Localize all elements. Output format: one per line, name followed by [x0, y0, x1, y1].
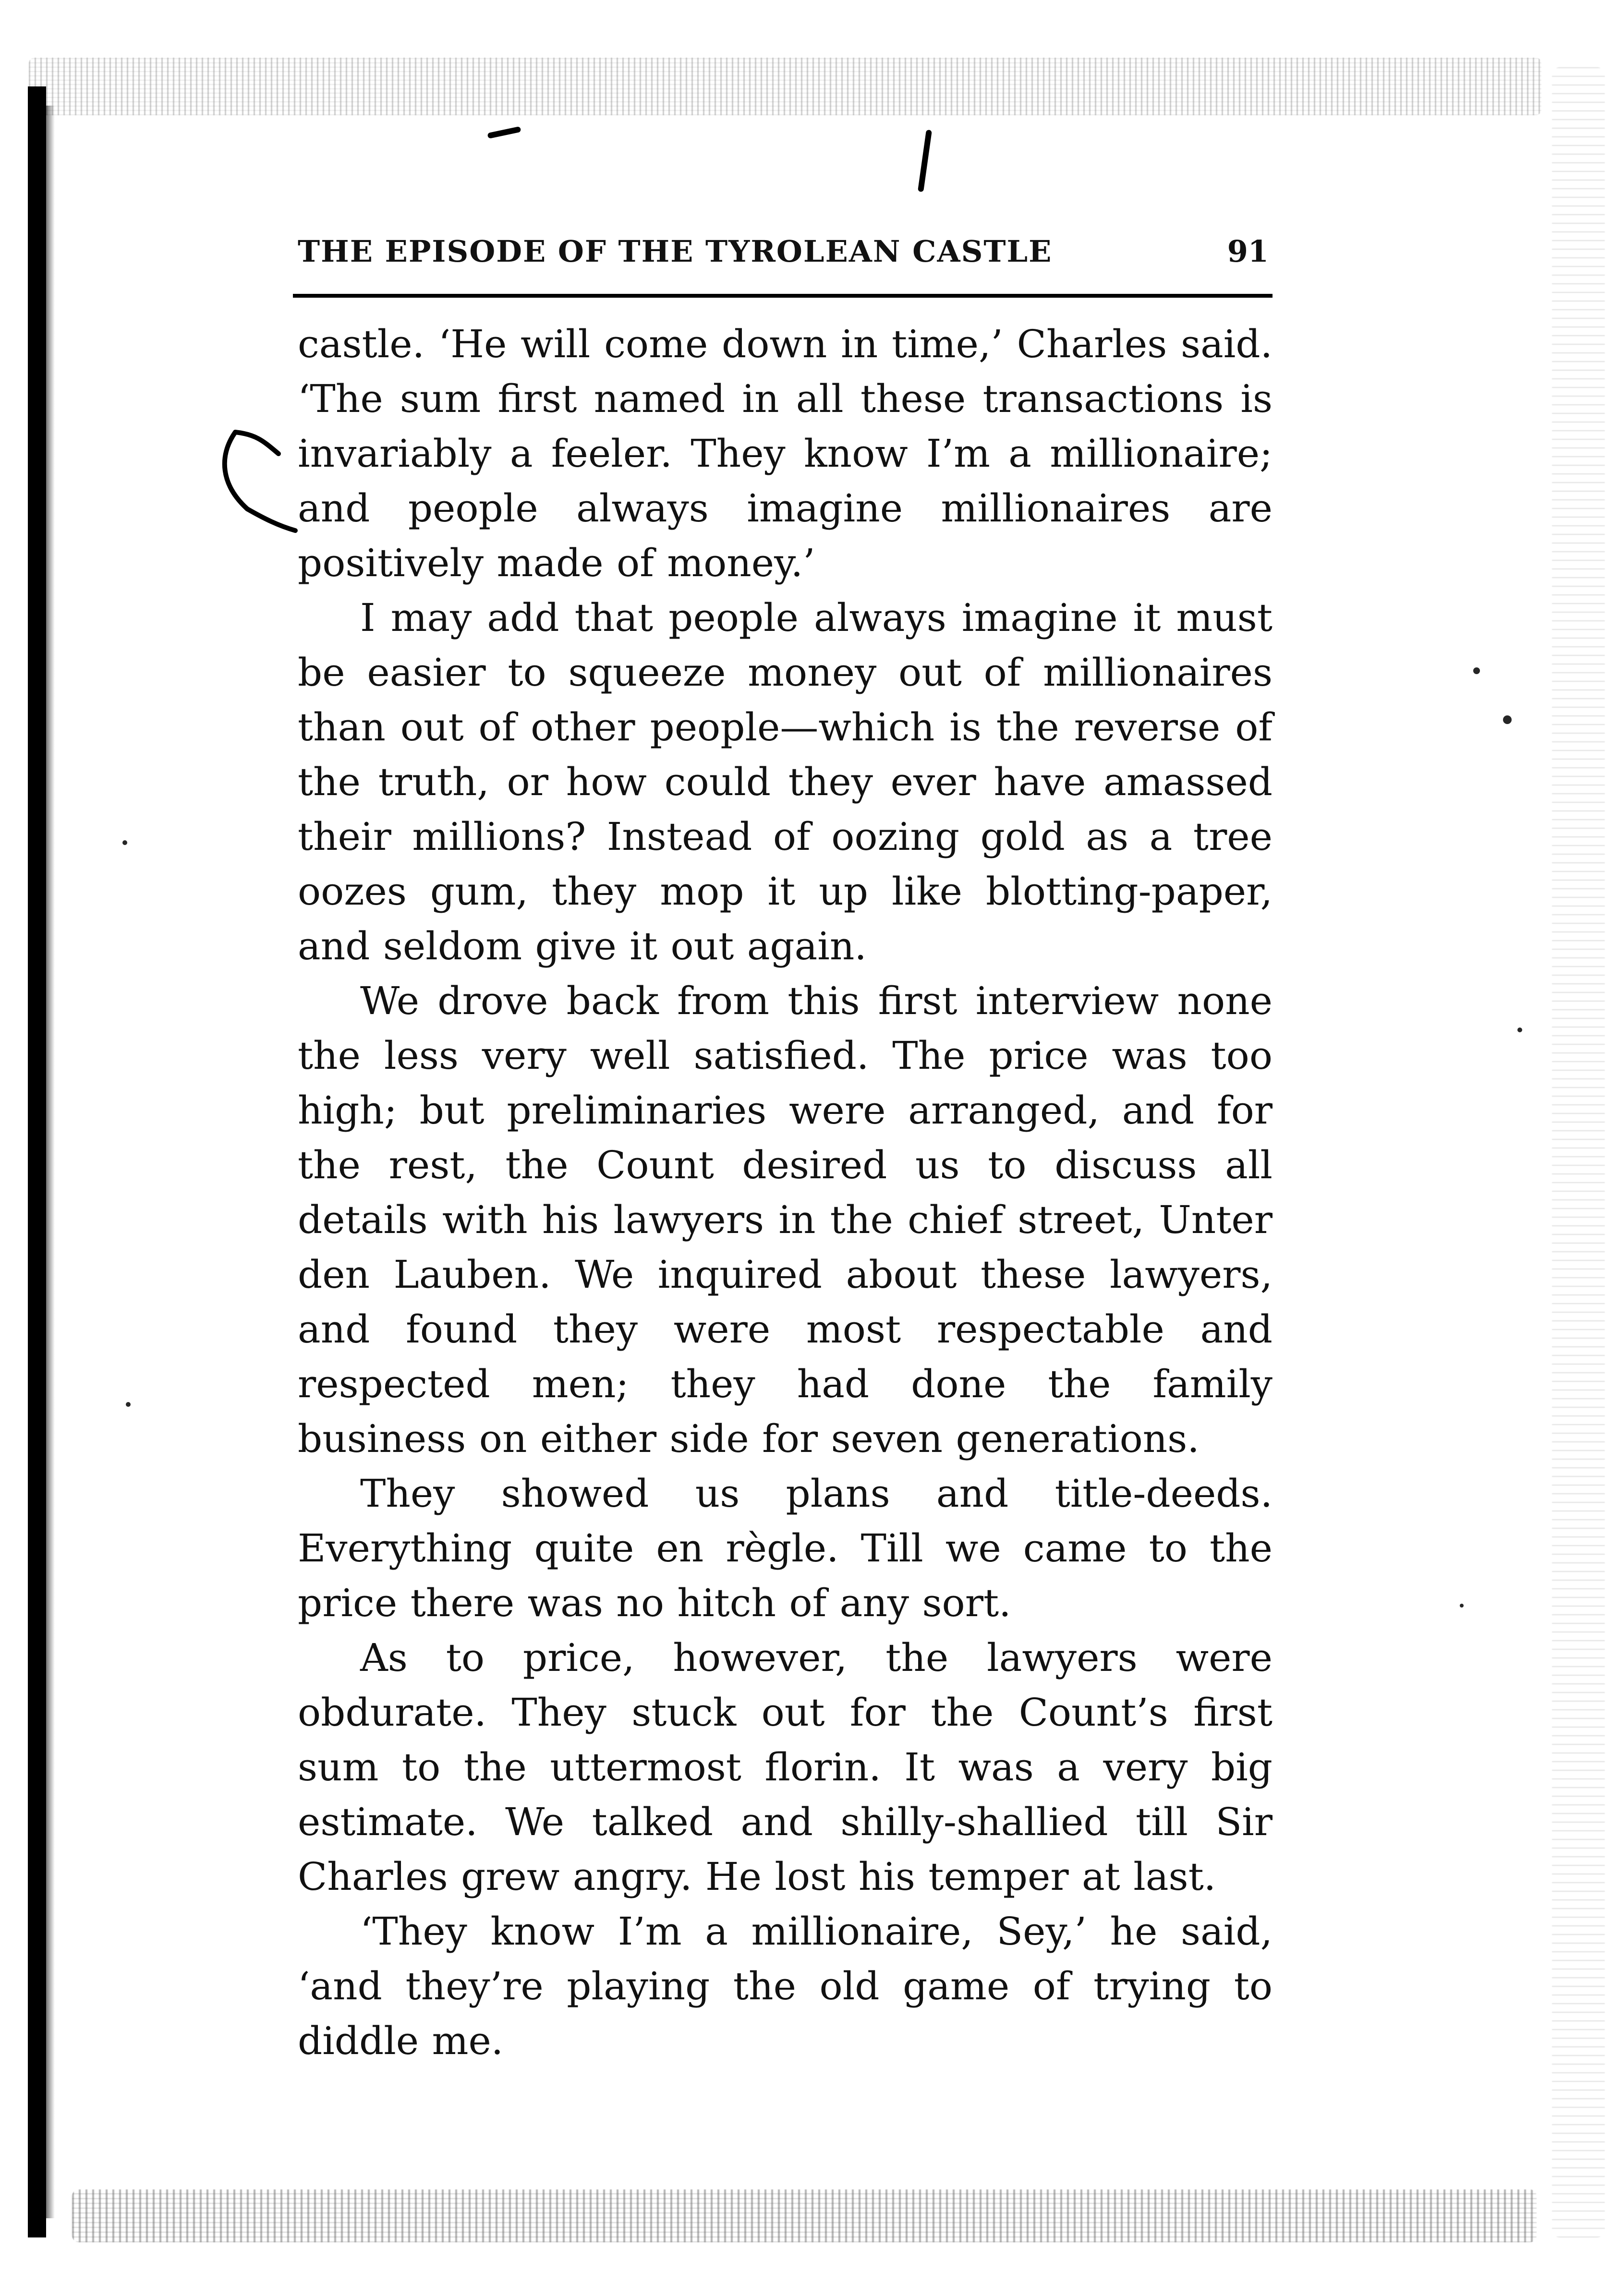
paragraph-3: We drove back from this first interview none the less very well satisfied. The price was too high; but preliminaries were arranged, and for the rest, the Count desired us to discuss all details with his lawyers in the chief street, Unter den Lauben. We inquired about these lawyers, and found they were most respectable and respected men; they had done the family business on either side for seven generations. — [298, 979, 1273, 1461]
scan-speck — [1460, 1604, 1464, 1608]
scan-left-edge-fade — [46, 106, 55, 2218]
scan-speck — [122, 840, 127, 845]
running-head — [298, 226, 1273, 269]
scan-speck — [1517, 1028, 1522, 1032]
scan-left-edge — [28, 86, 46, 2237]
running-head-title: THE EPISODE OF THE TYROLEAN CASTLE — [298, 234, 1053, 269]
handwritten-bracket-mark — [206, 427, 307, 547]
paragraph-5: As to price, however, the lawyers were obdurate. They stuck out for the Count’s first sum to the uttermost florin. It was a very big estimate. We talked and shilly-shallied till Sir Charles grew angry. He lost his temper at last. — [298, 1635, 1273, 1899]
scan-right-noise — [1552, 67, 1605, 2237]
paragraph-4: They showed us plans and title-deeds. Everything quite en règle. Till we came to the price there was no hitch of any sort. — [298, 1471, 1273, 1625]
scan-speck — [126, 1402, 131, 1407]
body-text — [298, 317, 1273, 2068]
paragraph-6: ‘They know I’m a millionaire, Sey,’ he said, ‘and they’re playing the old game of trying to diddle me. — [298, 1909, 1273, 2063]
scan-speck — [1473, 667, 1480, 674]
running-head-rule — [293, 294, 1273, 298]
paragraph-2: I may add that people always imagine it must be easier to squeeze money out of millionaires than out of other people—which is the reverse of the truth, or how could they ever have amassed their millions? Instead of oozing gold as a tree oozes gum, they mop it up like blotting-paper, and seldom give it out again. — [298, 595, 1273, 968]
pencil-mark-tick — [918, 130, 932, 192]
page-number: 91 — [1227, 234, 1269, 269]
scan-top-noise — [29, 58, 1541, 115]
scan-speck — [1503, 715, 1512, 724]
scan-bottom-noise — [72, 2189, 1537, 2242]
pencil-mark-dash — [487, 126, 521, 139]
paragraph-1: castle. ‘He will come down in time,’ Charles said. ‘The sum first named in all these transactions is invariably a feeler. They know I’m a millionaire; and people always imagine millionaires are positively made of money.’ — [298, 322, 1273, 585]
